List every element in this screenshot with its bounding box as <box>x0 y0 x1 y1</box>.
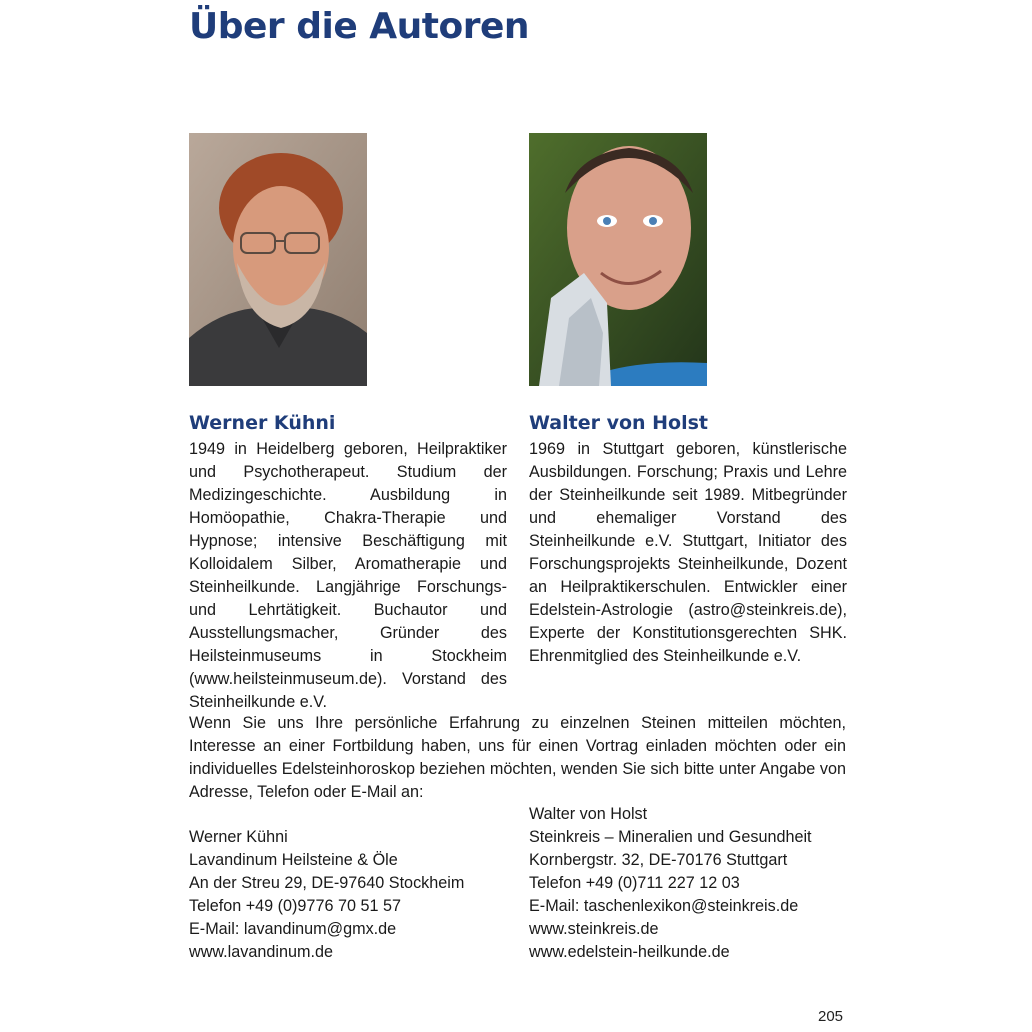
author-name: Walter von Holst <box>529 412 709 434</box>
address-phone: Telefon +49 (0)9776 70 51 57 <box>189 897 401 915</box>
contact-intro: Wenn Sie uns Ihre persönliche Erfahrung zu einzelnen Steinen mitteilen möchten, Interesse an einer Fortbildung haben, uns für einen Vortrag einladen möchten oder ein individuelles Edelsteinhoroskop beziehen möchten, wenden Sie sich bitte unter Angabe von Adresse, Telefon oder E-Mail an: <box>189 714 846 801</box>
author-column-werner <box>189 410 507 714</box>
address-email[interactable]: E-Mail: taschenlexikon@steinkreis.de <box>529 897 799 915</box>
page-number: 205 <box>818 1008 844 1025</box>
address-website[interactable]: www.steinkreis.de <box>529 920 659 938</box>
address-email[interactable]: E-Mail: lavandinum@gmx.de <box>189 920 397 938</box>
author-bio: 1969 in Stuttgart geboren, künstlerische Ausbildungen. Forschung; Praxis und Lehre der Steinheilkunde seit 1989. Mitbegründer und ehemaliger Vorstand des Steinheilkunde e.V. Stuttgart, Initiator des Forschungsprojekts Steinheilkunde, Dozent an Heilpraktikerschulen. Entwickler einer Edelstein-Astrologie (astro@steinkreis.de), Experte der Konstitutionsgerechten SHK. Ehrenmitglied des Steinheilkunde e.V. <box>529 440 847 665</box>
page-title: Über die Autoren <box>189 6 529 47</box>
address-website[interactable]: www.lavandinum.de <box>189 943 333 961</box>
address-name: Werner Kühni <box>189 828 288 846</box>
author-column-walter <box>529 410 847 668</box>
author-photo-werner <box>189 133 367 386</box>
author-bio: 1949 in Heidelberg geboren, Heilpraktiker und Psychotherapeut. Studium der Medizingeschichte. Ausbildung in Homöopathie, Chakra-Therapie und Hypnose; intensive Beschäftigung mit Kolloidalem Silber, Aromatherapie und Steinheilkunde. Langjährige Forschungs- und Lehrtätigkeit. Buchautor und Ausstellungsmacher, Gründer des Heilsteinmuseums in Stockheim (www.heilsteinmuseum.de). Vorstand des Steinheilkunde e.V. <box>189 440 507 711</box>
address-street: An der Streu 29, DE-97640 Stockheim <box>189 874 465 892</box>
author-name: Werner Kühni <box>189 412 336 434</box>
address-company: Lavandinum Heilsteine & Öle <box>189 851 398 869</box>
address-street: Kornbergstr. 32, DE-70176 Stuttgart <box>529 851 788 869</box>
address-block-walter <box>529 803 849 964</box>
address-website[interactable]: www.edelstein-heilkunde.de <box>529 943 730 961</box>
author-photo-walter <box>529 133 707 386</box>
address-phone: Telefon +49 (0)711 227 12 03 <box>529 874 740 892</box>
address-name: Walter von Holst <box>529 805 648 823</box>
address-block-werner <box>189 826 509 964</box>
address-company: Steinkreis – Mineralien und Gesundheit <box>529 828 812 846</box>
